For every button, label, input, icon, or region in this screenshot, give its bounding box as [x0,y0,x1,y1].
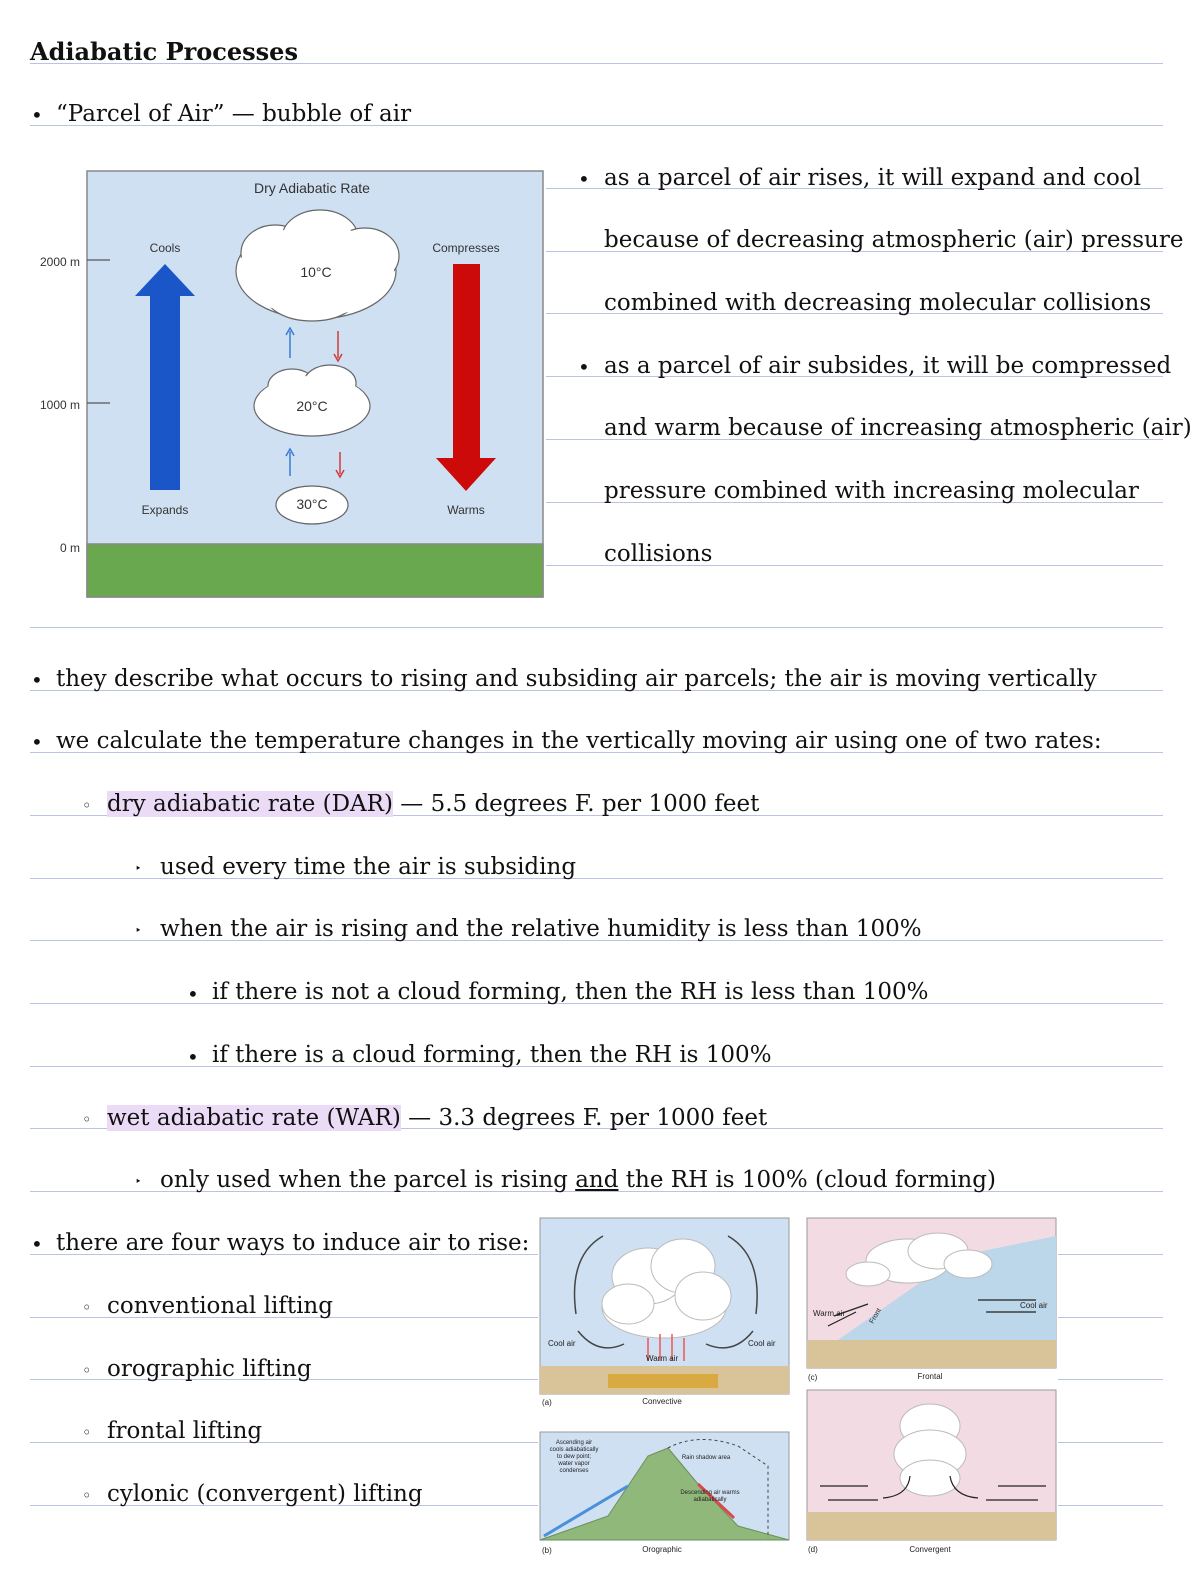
circle-bullet-icon: ◦ [82,1423,92,1442]
dar-subsiding: used every time the air is subsiding [160,854,577,880]
ruled-line [1058,1505,1163,1506]
war-value: — 3.3 degrees F. per 1000 feet [400,1105,768,1131]
cools-label: Cools [149,241,181,255]
way-frontal: frontal lifting [107,1418,263,1444]
caption-convergent: Convergent [909,1545,951,1554]
warm-air-label: Warm air [646,1354,679,1363]
expands-label: Expands [141,503,189,517]
altitude-label-2000: 2000 m [39,255,80,269]
bullet-two-rates: we calculate the temperature changes in the vertically moving air using one of two rates: [56,728,1102,754]
circle-bullet-icon: ◦ [82,1361,92,1380]
figure-title: Dry Adiabatic Rate [254,180,370,196]
ascending-label-5: condenses [559,1468,589,1474]
bullet-vertical-motion: they describe what occurs to rising and subsiding air parcels; the air is moving vertically [56,666,1097,692]
rain-shadow-label: Rain shadow area [681,1455,731,1461]
bullet-icon: • [187,1045,199,1069]
cloud-temp-middle: 20°C [296,398,328,414]
war-usage-and: and [575,1167,619,1193]
ascending-label-3: to dew point; [556,1454,592,1460]
warms-label: Warms [447,503,485,517]
side-note-line-6: pressure combined with increasing molecular [604,478,1139,504]
triangle-bullet-icon: ‣ [135,924,142,937]
bullet-icon: • [31,668,43,692]
dar-term: dry adiabatic rate (DAR) [107,791,393,817]
war-usage [160,1166,996,1194]
war-line [107,1104,767,1132]
ruled-line [30,627,1163,628]
intro-bullet: “Parcel of Air” — bubble of air [56,101,412,127]
cool-air-label-right: Cool air [748,1339,776,1348]
war-term: wet adiabatic rate (WAR) [107,1105,401,1131]
frontal-panel [807,1218,1056,1382]
compresses-label: Compresses [432,241,500,255]
panel-label-d: (d) [808,1545,818,1554]
side-note-line-5: and warm because of increasing atmospheric (air) [604,415,1192,441]
ascending-label-4: water vapor [558,1461,590,1467]
bullet-icon: • [31,1232,43,1256]
side-note-line-1: as a parcel of air rises, it will expand and cool [604,165,1142,191]
cool-air-label-left: Cool air [548,1339,576,1348]
convergent-panel [807,1390,1056,1554]
panel-label-a: (a) [542,1398,552,1407]
caption-orographic: Orographic [642,1545,682,1554]
front-label: Front [868,1307,883,1325]
lifting-mechanisms-figure [538,1216,1060,1560]
dar-line [107,790,759,818]
bullet-icon: • [187,982,199,1006]
bullet-icon: • [578,355,590,379]
way-convective: conventional lifting [107,1293,333,1319]
way-orographic: orographic lifting [107,1356,312,1382]
dar-no-cloud: if there is not a cloud forming, then the RH is less than 100% [212,979,929,1005]
bullet-four-ways: there are four ways to induce air to rise: [56,1230,530,1256]
triangle-bullet-icon: ‣ [135,862,142,875]
dry-adiabatic-rate-figure [30,168,546,600]
frontal-warm-air-label: Warm air [813,1309,846,1318]
convective-panel [540,1218,789,1407]
side-note-line-3: combined with decreasing molecular collisions [604,290,1152,316]
circle-bullet-icon: ◦ [82,1110,92,1129]
way-convergent: cylonic (convergent) lifting [107,1481,423,1507]
side-note-line-7: collisions [604,541,713,567]
dar-rising: when the air is rising and the relative humidity is less than 100% [160,916,922,942]
cloud-fill [284,219,356,267]
panel-label-b: (b) [542,1546,552,1555]
ascending-label-2: cools adiabatically [549,1447,599,1453]
caption-frontal: Frontal [917,1372,943,1381]
ruled-line [1058,1379,1163,1380]
bullet-icon: • [31,103,43,127]
circle-bullet-icon: ◦ [82,1298,92,1317]
frontal-cool-air-label: Cool air [1020,1301,1048,1310]
cloud-temp-top: 10°C [300,264,332,280]
ruled-line [1058,1254,1163,1255]
bullet-icon: • [578,167,590,191]
side-note-line-2: because of decreasing atmospheric (air) pressure [604,227,1184,253]
descending-label-1: Descending air warms [680,1490,740,1496]
triangle-bullet-icon: ‣ [135,1175,142,1188]
descending-label-2: adiabatically [693,1497,727,1503]
ground-strip [87,544,543,597]
dar-value: — 5.5 degrees F. per 1000 feet [392,791,760,817]
dar-cloud: if there is a cloud forming, then the RH is 100% [212,1042,772,1068]
side-note-line-4: as a parcel of air subsides, it will be compressed [604,353,1172,379]
altitude-label-0: 0 m [59,541,80,555]
cloud-temp-bottom: 30°C [296,496,328,512]
panel-label-c: (c) [808,1373,818,1382]
circle-bullet-icon: ◦ [82,796,92,815]
orographic-panel [540,1432,789,1555]
war-usage-part: the RH is 100% (cloud forming) [618,1167,996,1193]
bullet-icon: • [31,730,43,754]
ascending-label-1: Ascending air [555,1440,593,1446]
war-usage-part: only used when the parcel is rising [160,1167,576,1193]
page-title: Adiabatic Processes [30,37,298,66]
ruled-line [1058,1317,1163,1318]
ruled-line [1058,1442,1163,1443]
circle-bullet-icon: ◦ [82,1486,92,1505]
caption-convective: Convective [642,1397,682,1406]
altitude-label-1000: 1000 m [39,398,80,412]
